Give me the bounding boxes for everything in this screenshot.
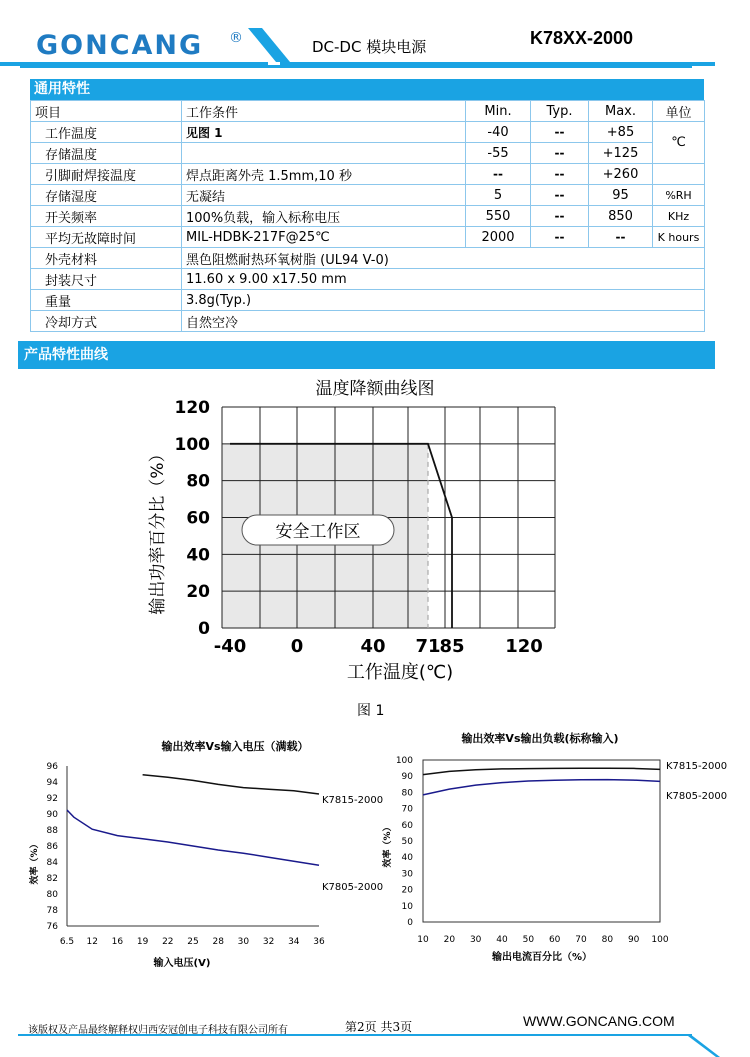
- table-cell: 平均无故障时间: [31, 227, 182, 248]
- column-header: Min.: [466, 101, 531, 122]
- table-cell: -40: [466, 122, 531, 143]
- table-cell: 存储温度: [31, 143, 182, 164]
- table-row: [31, 122, 705, 143]
- table-cell: 冷却方式: [31, 311, 182, 332]
- table-header-row: [31, 101, 705, 122]
- table-cell: --: [531, 164, 589, 185]
- y-tick-label: 96: [46, 762, 58, 772]
- table-cell: MIL-HDBK-217F@25℃: [182, 227, 466, 248]
- table-cell: ℃: [653, 122, 705, 164]
- safe-area-label: 安全工作区: [275, 522, 361, 542]
- table-cell: -55: [466, 143, 531, 164]
- chart-title: 输出效率Vs输出负载(标称输入): [461, 732, 619, 745]
- x-tick-label: 71: [415, 636, 441, 657]
- y-tick-label: 100: [174, 434, 210, 455]
- table-cell: 3.8g(Typ.): [182, 290, 705, 311]
- x-tick-label: 80: [601, 935, 614, 945]
- x-tick-label: 85: [439, 636, 465, 657]
- table-cell: 550: [466, 206, 531, 227]
- figure-caption: 图 1: [357, 703, 385, 719]
- y-tick-label: 78: [46, 906, 58, 916]
- series-line: [423, 768, 660, 774]
- y-tick-label: 50: [401, 837, 413, 847]
- table-cell: --: [531, 185, 589, 206]
- x-axis-label: 工作温度(℃): [346, 662, 454, 683]
- column-header: 项目: [31, 101, 182, 122]
- series-line: [67, 810, 319, 865]
- spec-table: [30, 100, 705, 332]
- y-tick-label: 20: [186, 582, 210, 603]
- y-tick-label: 40: [186, 545, 210, 566]
- y-tick-label: 0: [407, 918, 413, 928]
- y-tick-label: 120: [174, 398, 210, 418]
- table-cell: +125: [589, 143, 653, 164]
- table-row: [31, 269, 705, 290]
- x-tick-label: 70: [575, 935, 587, 945]
- table-cell: 95: [589, 185, 653, 206]
- y-tick-label: 40: [401, 853, 413, 864]
- table-cell: 11.60 x 9.00 x17.50 mm: [182, 269, 705, 290]
- x-tick-label: 34: [288, 937, 300, 947]
- x-tick-labels: [417, 935, 669, 945]
- x-tick-label: 19: [136, 937, 149, 947]
- y-tick-label: 88: [46, 826, 58, 836]
- table-cell: 见图 1: [182, 122, 466, 143]
- x-tick-label: 36: [313, 937, 325, 947]
- table-cell: 自然空冷: [182, 311, 705, 332]
- table-row: [31, 164, 705, 185]
- column-header: 单位: [653, 101, 705, 122]
- table-cell: K hours: [653, 227, 705, 248]
- table-cell: 外壳材料: [31, 248, 182, 269]
- series-label: K7815-2000: [322, 795, 384, 806]
- table-cell: 重量: [31, 290, 182, 311]
- table-cell: 焊点距离外壳 1.5mm,10 秒: [182, 164, 466, 185]
- table-cell: %RH: [653, 185, 705, 206]
- y-tick-label: 90: [401, 772, 413, 783]
- table-cell: 100%负载，输入标称电压: [182, 206, 466, 227]
- chart-title: 输出效率Vs输入电压（满载）: [161, 740, 309, 753]
- chart-title: 温度降额曲线图: [315, 379, 435, 399]
- chart-marks: [423, 768, 660, 795]
- product-category: DC-DC 模块电源: [312, 38, 427, 56]
- efficiency-vs-load-chart: [370, 725, 740, 970]
- table-row: [31, 206, 705, 227]
- x-tick-labels: [60, 937, 325, 947]
- table-row: [31, 227, 705, 248]
- efficiency-vs-voltage-chart: [20, 730, 390, 980]
- y-axis-label: 效率（%）: [383, 822, 393, 868]
- table-cell: --: [531, 206, 589, 227]
- x-tick-label: 12: [86, 937, 98, 947]
- table-cell: --: [531, 143, 589, 164]
- y-tick-label: 94: [46, 778, 58, 788]
- table-cell: +85: [589, 122, 653, 143]
- series-line: [423, 780, 660, 795]
- x-tick-label: -40: [213, 636, 247, 657]
- section-title-curves: 产品特性曲线: [18, 341, 715, 369]
- y-axis-label: 输出功率百分比（%）: [148, 445, 168, 615]
- section-title-general: 通用特性: [30, 79, 704, 100]
- table-cell: 工作温度: [31, 122, 182, 143]
- x-tick-label: 28: [212, 937, 224, 947]
- table-cell: +260: [589, 164, 653, 185]
- x-tick-label: 90: [627, 935, 640, 945]
- table-cell: --: [589, 227, 653, 248]
- y-tick-label: 80: [401, 788, 413, 799]
- table-cell: [182, 143, 466, 164]
- x-tick-label: 30: [237, 937, 250, 947]
- x-tick-label: 60: [548, 935, 561, 945]
- x-tick-label: 25: [187, 937, 199, 947]
- website-url: WWW.GONCANG.COM: [523, 1013, 675, 1029]
- y-tick-label: 90: [46, 810, 58, 820]
- y-tick-label: 76: [46, 922, 58, 932]
- column-header: Typ.: [531, 101, 589, 122]
- y-tick-label: 70: [401, 804, 413, 815]
- y-tick-labels: [47, 762, 59, 932]
- y-tick-label: 60: [186, 508, 210, 529]
- table-row: [31, 143, 705, 164]
- x-tick-label: 100: [651, 935, 669, 945]
- y-axis-label: 效率（%）: [30, 839, 40, 885]
- x-tick-label: 40: [496, 935, 508, 945]
- table-cell: KHz: [653, 206, 705, 227]
- table-row: [31, 290, 705, 311]
- table-cell: 2000: [466, 227, 531, 248]
- x-tick-label: 16: [111, 937, 124, 947]
- x-tick-label: 30: [469, 935, 482, 945]
- x-tick-label: 6.5: [59, 937, 75, 947]
- table-cell: [653, 164, 705, 185]
- table-cell: 5: [466, 185, 531, 206]
- column-header: Max.: [589, 101, 653, 122]
- y-tick-label: 80: [46, 890, 58, 900]
- x-tick-label: 20: [443, 935, 456, 945]
- series-label: K7805-2000: [322, 882, 384, 893]
- table-cell: 无凝结: [182, 185, 466, 206]
- table-cell: 存储湿度: [31, 185, 182, 206]
- table-cell: 850: [589, 206, 653, 227]
- table-cell: --: [531, 122, 589, 143]
- y-tick-label: 82: [46, 874, 58, 884]
- column-header: 工作条件: [182, 101, 466, 122]
- y-tick-labels: [396, 756, 413, 928]
- x-axis-label: 输出电流百分比（%）: [491, 952, 593, 963]
- registered-mark: ®: [229, 30, 243, 46]
- x-tick-labels: [214, 636, 543, 657]
- y-tick-label: 84: [46, 858, 58, 868]
- table-cell: --: [466, 164, 531, 185]
- x-tick-label: 120: [505, 636, 543, 657]
- model-number: K78XX-2000: [530, 28, 634, 48]
- y-tick-label: 100: [395, 756, 413, 766]
- x-tick-label: 40: [360, 636, 386, 657]
- plot-frame: [423, 760, 660, 922]
- table-row: [31, 185, 705, 206]
- y-tick-label: 80: [186, 471, 210, 492]
- x-tick-label: 10: [417, 935, 429, 945]
- x-tick-label: 22: [162, 937, 174, 947]
- table-cell: 开关频率: [31, 206, 182, 227]
- derating-chart: [140, 370, 580, 690]
- y-tick-label: 20: [401, 885, 413, 896]
- copyright-text: 该版权及产品最终解释权归西安冠创电子科技有限公司所有: [28, 1025, 288, 1036]
- company-logo: GONCANG: [36, 30, 204, 61]
- y-tick-labels: [175, 398, 211, 639]
- chart-axes: [423, 760, 660, 922]
- y-tick-label: 92: [46, 794, 58, 804]
- series-label: K7805-2000: [666, 791, 728, 802]
- table-cell: 黑色阻燃耐热环氧树脂 (UL94 V-0): [182, 248, 705, 269]
- y-tick-label: 60: [401, 820, 413, 831]
- series-line: [143, 775, 319, 794]
- table-cell: 封装尺寸: [31, 269, 182, 290]
- y-tick-label: 30: [401, 869, 413, 880]
- series-label: K7815-2000: [666, 761, 728, 772]
- x-tick-label: 32: [262, 937, 275, 947]
- x-tick-label: 50: [522, 935, 535, 945]
- x-axis-label: 输入电压(V): [153, 958, 211, 969]
- table-cell: --: [531, 227, 589, 248]
- y-tick-label: 10: [401, 901, 413, 912]
- table-row: [31, 248, 705, 269]
- table-cell: 引脚耐焊接温度: [31, 164, 182, 185]
- y-tick-label: 0: [198, 619, 210, 639]
- table-row: [31, 311, 705, 332]
- y-tick-label: 86: [46, 842, 58, 852]
- chart-marks: [67, 775, 319, 865]
- x-tick-label: 0: [290, 636, 304, 657]
- page-number: 第2页 共3页: [345, 1020, 413, 1034]
